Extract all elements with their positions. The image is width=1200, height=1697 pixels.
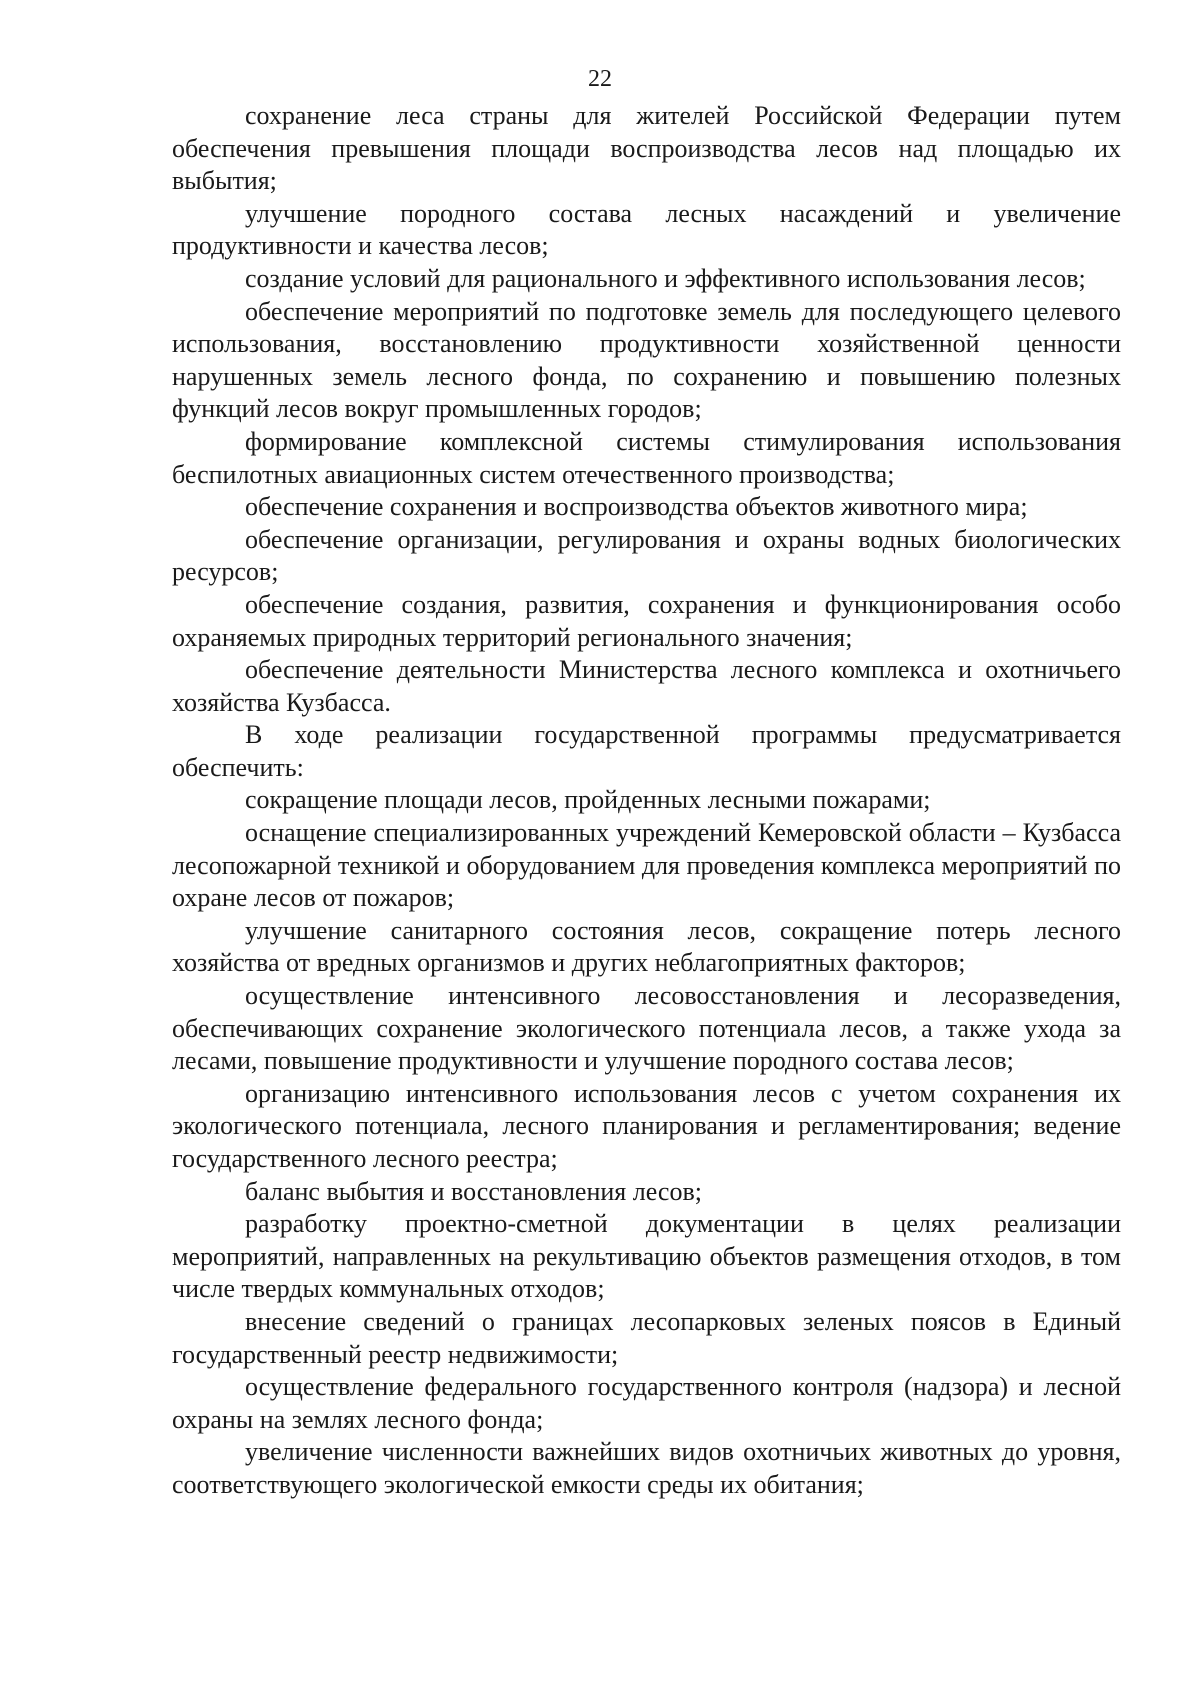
paragraph: внесение сведений о границах лесопарковых зеленых поясов в Единый государственный реестр недвижимости;	[172, 1306, 1121, 1369]
paragraph: формирование комплексной системы стимулирования использования беспилотных авиационных систем отечественного производства;	[172, 426, 1121, 489]
paragraph: оснащение специализированных учреждений Кемеровской области – Кузбасса лесопожарной техникой и оборудованием для проведения комплекса мероприятий по охране лесов от пожаров;	[172, 818, 1121, 913]
paragraph: обеспечение создания, развития, сохранения и функционирования особо охраняемых природных территорий регионального значения;	[172, 589, 1121, 652]
paragraph: обеспечение деятельности Министерства лесного комплекса и охотничьего хозяйства Кузбасса.	[172, 655, 1121, 717]
paragraph: баланс выбытия и восстановления лесов;	[245, 1176, 702, 1206]
paragraph: В ходе реализации государственной программы предусматривается обеспечить:	[172, 720, 1121, 782]
paragraph: обеспечение организации, регулирования и охраны водных биологических ресурсов;	[172, 524, 1121, 587]
paragraph: увеличение численности важнейших видов охотничьих животных до уровня, соответствующего экологической емкости среды их обитания;	[172, 1437, 1121, 1499]
paragraph: обеспечение сохранения и воспроизводства объектов животного мира;	[245, 492, 1028, 522]
paragraph: сохранение леса страны для жителей Российской Федерации путем обеспечения превышения площади воспроизводства лесов над площадью их выбытия;	[172, 101, 1121, 196]
paragraph: создание условий для рационального и эффективного использования лесов;	[245, 263, 1086, 293]
paragraph: улучшение санитарного состояния лесов, сокращение потерь лесного хозяйства от вредных организмов и других неблагоприятных факторов;	[172, 915, 1121, 978]
paragraph: сокращение площади лесов, пройденных лесными пожарами;	[245, 785, 931, 815]
body-text	[172, 100, 1121, 1502]
paragraph: организацию интенсивного использования лесов с учетом сохранения их экологического потенциала, лесного планирования и регламентирования; ведение государственного лесного реестра;	[172, 1078, 1121, 1173]
paragraph: улучшение породного состава лесных насаждений и увеличение продуктивности и качества лесов;	[172, 198, 1121, 261]
paragraph: разработку проектно-сметной документации в целях реализации мероприятий, направленных на рекультивацию объектов размещения отходов, в том числе твердых коммунальных отходов;	[172, 1209, 1121, 1304]
paragraph: осуществление федерального государственного контроля (надзора) и лесной охраны на землях лесного фонда;	[172, 1372, 1121, 1434]
page-number: 22	[588, 66, 612, 92]
paragraph: обеспечение мероприятий по подготовке земель для последующего целевого использования, восстановлению продуктивности хозяйственной ценности нарушенных земель лесного фонда, по сохранению и повышению полезных функций лесов вокруг промышленных городов;	[172, 296, 1121, 424]
paragraph: осуществление интенсивного лесовосстановления и лесоразведения, обеспечивающих сохранение экологического потенциала лесов, а также ухода за лесами, повышение продуктивности и улучшение породного состава лесов;	[172, 981, 1121, 1076]
